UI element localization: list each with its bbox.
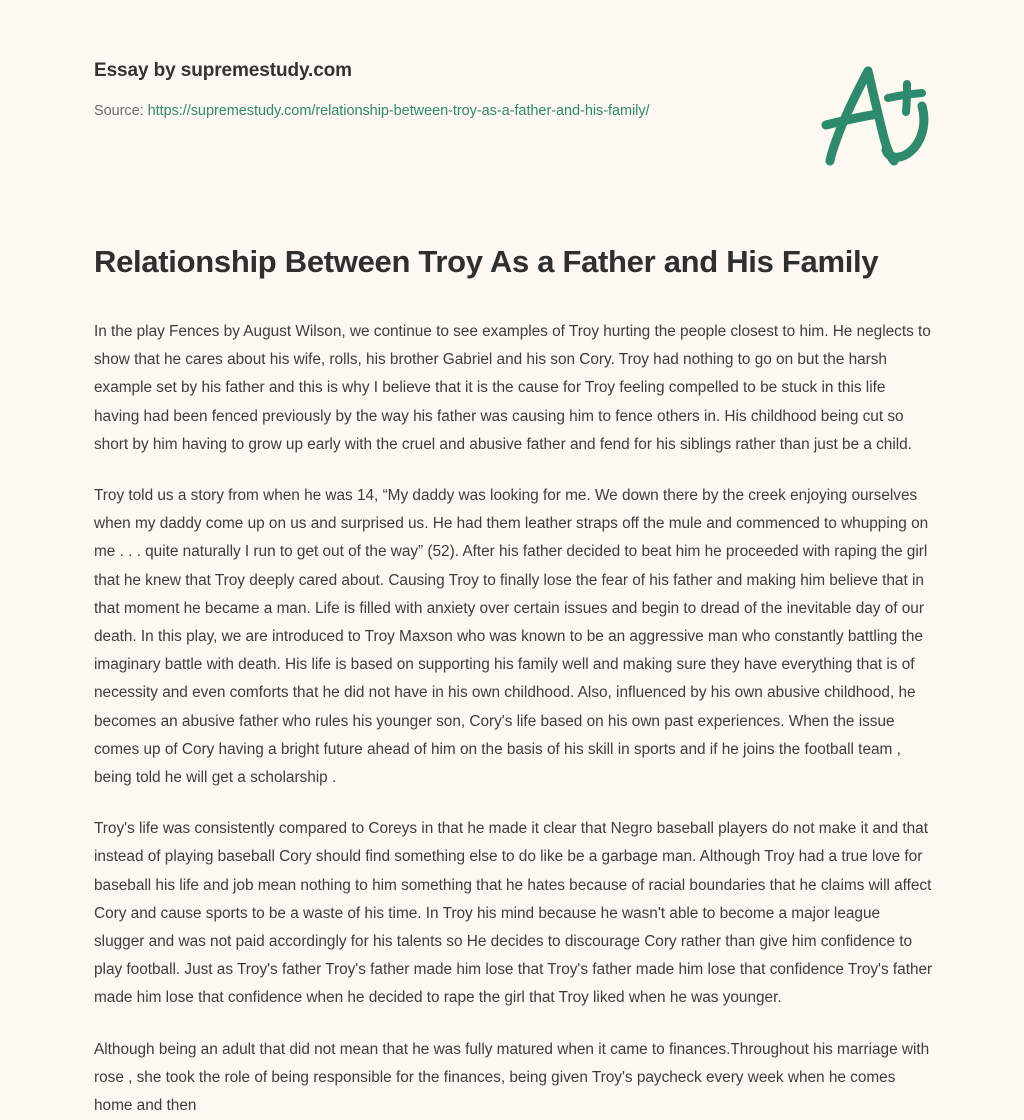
source-label: Source: [94, 102, 144, 119]
paragraph: Although being an adult that did not mean that he was fully matured when it came to finances.Throughout his marriage with rose , she took the role of being responsible for the finances, being given Troy's paycheck every week when he comes home and then [94, 1040, 930, 1115]
aplus-logo-icon [812, 62, 936, 170]
aplus-logo[interactable] [812, 62, 936, 170]
paragraph: Troy told us a story from when he was 14, “My daddy was looking for me. We down there by the creek enjoying ourselves when my daddy come up on us and surprised us. He had them leather straps off the mule and commenced to whupping on me . . . quite naturally I run to get out of the way” (52). After his father decided to beat him he proceeded with raping the girl that he knew that Troy deeply cared about. Causing Troy to finally lose the fear of his father and making him believe that in that moment he became a man. Life is filled with anxiety over certain issues and begin to dread of the inevitable day of our death. In this play, we are introduced to Troy Maxson who was known to be an aggressive man who constantly battling the imaginary battle with death. His life is based on supporting his family well and making sure they have everything that is of necessity and even comforts that he did not have in his own childhood. Also, influenced by his own abusive childhood, he becomes an abusive father who rules his younger son, Cory's life based on his own past experiences. When the issue comes up of Cory having a bright future ahead of him on the basis of his skill in sports and if he joins the football team , being told he will get a scholarship . [94, 487, 929, 787]
paragraph: In the play Fences by August Wilson, we continue to see examples of Troy hurting the people closest to him. He neglects to show that he cares about his wife, rolls, his brother Gabriel and his son Cory. Troy had nothing to go on but the harsh example set by his father and this is why I believe that it is the cause for Troy feeling compelled to be stuck in this life having had been fenced previously by the way his father was causing him to fence others in. His childhood being cut so short by him having to grow up early with the cruel and abusive father and fend for his siblings rather than just be a child. [94, 323, 931, 453]
brand-byline: Essay by supremestudy.com [94, 60, 352, 81]
page-title: Relationship Between Troy As a Father and His Family [94, 244, 879, 279]
source-url-link[interactable]: https://supremestudy.com/relationship-between-troy-as-a-father-and-his-family/ [147, 102, 650, 119]
essay-body [94, 318, 934, 1120]
paragraph: Troy's life was consistently compared to Coreys in that he made it clear that Negro baseball players do not make it and that instead of playing baseball Cory should find something else to do like be a garbage man. Although Troy had a true love for baseball his life and job mean nothing to him something that he hates because of racial boundaries that he claims will affect Cory and cause sports to be a waste of his time. In Troy his mind because he wasn't able to become a major league slugger and was not paid accordingly for his talents so He decides to discourage Cory rather than give him confidence to play football. Just as Troy's father Troy's father made him lose that Troy's father made him lose that confidence Troy's father made him lose that confidence when he decided to rape the girl that Troy liked when he was younger. [94, 820, 933, 1007]
